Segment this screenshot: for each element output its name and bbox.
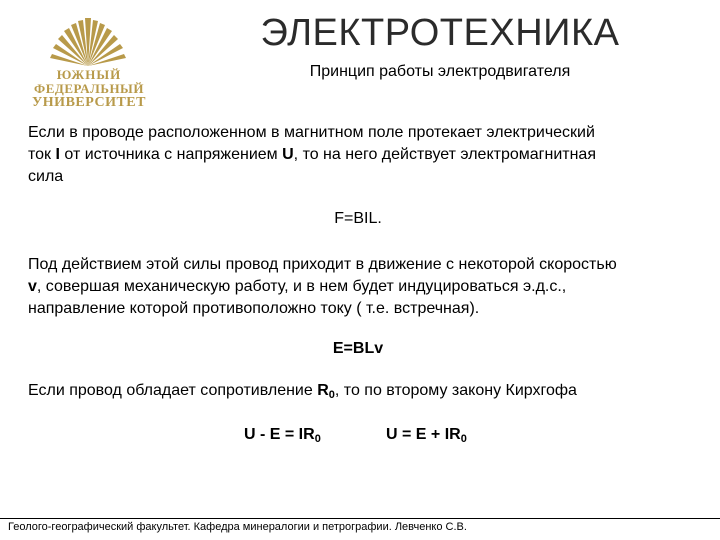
footer-text: Геолого-географический факультет. Кафедра минералогии и петрографии. Левченко С.В. [8,521,467,533]
logo-line-1: ЮЖНЫЙ [56,67,122,82]
paragraph-1-line-3: сила [28,168,64,185]
formula-subscript: 0 [314,433,321,445]
text-run: ток [28,146,56,163]
text-run: Если провод обладает сопротивление [28,382,318,399]
logo-wordmark [14,68,164,110]
sunburst-emblem-icon [40,12,136,68]
formula-emf: E=BLv [332,340,384,357]
formula-main: U - E = IR [244,426,315,443]
resistance-symbol [317,382,335,399]
page-subtitle: Принцип работы электродвигателя [309,63,571,80]
formula-kirchhoff-2 [386,424,467,446]
formula-main: U = E + IR [386,426,461,443]
text-run: , то по второму закону Кирхгофа [334,382,577,399]
formula-force: F=BIL. [334,210,382,227]
formula-kirchhoff-1 [244,424,321,446]
resistance-letter: R [317,382,329,399]
logo-line-3: УНИВЕРСИТЕТ [32,95,146,110]
paragraph-2-line-1: Под действием этой силы провод приходит в движение с некоторой скоростью [28,256,617,273]
formula-subscript: 0 [460,433,467,445]
paragraph-2-line-2 [28,276,688,298]
text-run: от источника с напряжением [59,146,283,163]
text-run: , то на него действует электромагнитная [293,146,596,163]
text-run: , совершая механическую работу, и в нем будет индуцироваться э.д.с., [36,278,567,295]
paragraph-1-line-1: Если в проводе расположенном в магнитном поле протекает электрический [28,124,595,141]
paragraph-1 [28,122,688,188]
voltage-symbol: U [282,146,294,163]
paragraph-3 [28,380,688,402]
paragraph-2 [28,254,688,320]
logo-line-2: ФЕДЕРАЛЬНЫЙ [34,81,144,96]
page-title: ЭЛЕКТРОТЕХНИКА [260,12,620,54]
current-symbol: I [55,146,60,163]
university-logo [14,12,164,112]
paragraph-1-line-2 [28,144,688,166]
resistance-subscript: 0 [328,389,335,401]
paragraph-2-line-3: направление которой противоположно току ( т.е. встречная). [28,300,480,317]
velocity-symbol: v [28,278,37,295]
footer-divider [0,518,720,519]
paragraph-3-line-1 [28,380,688,402]
